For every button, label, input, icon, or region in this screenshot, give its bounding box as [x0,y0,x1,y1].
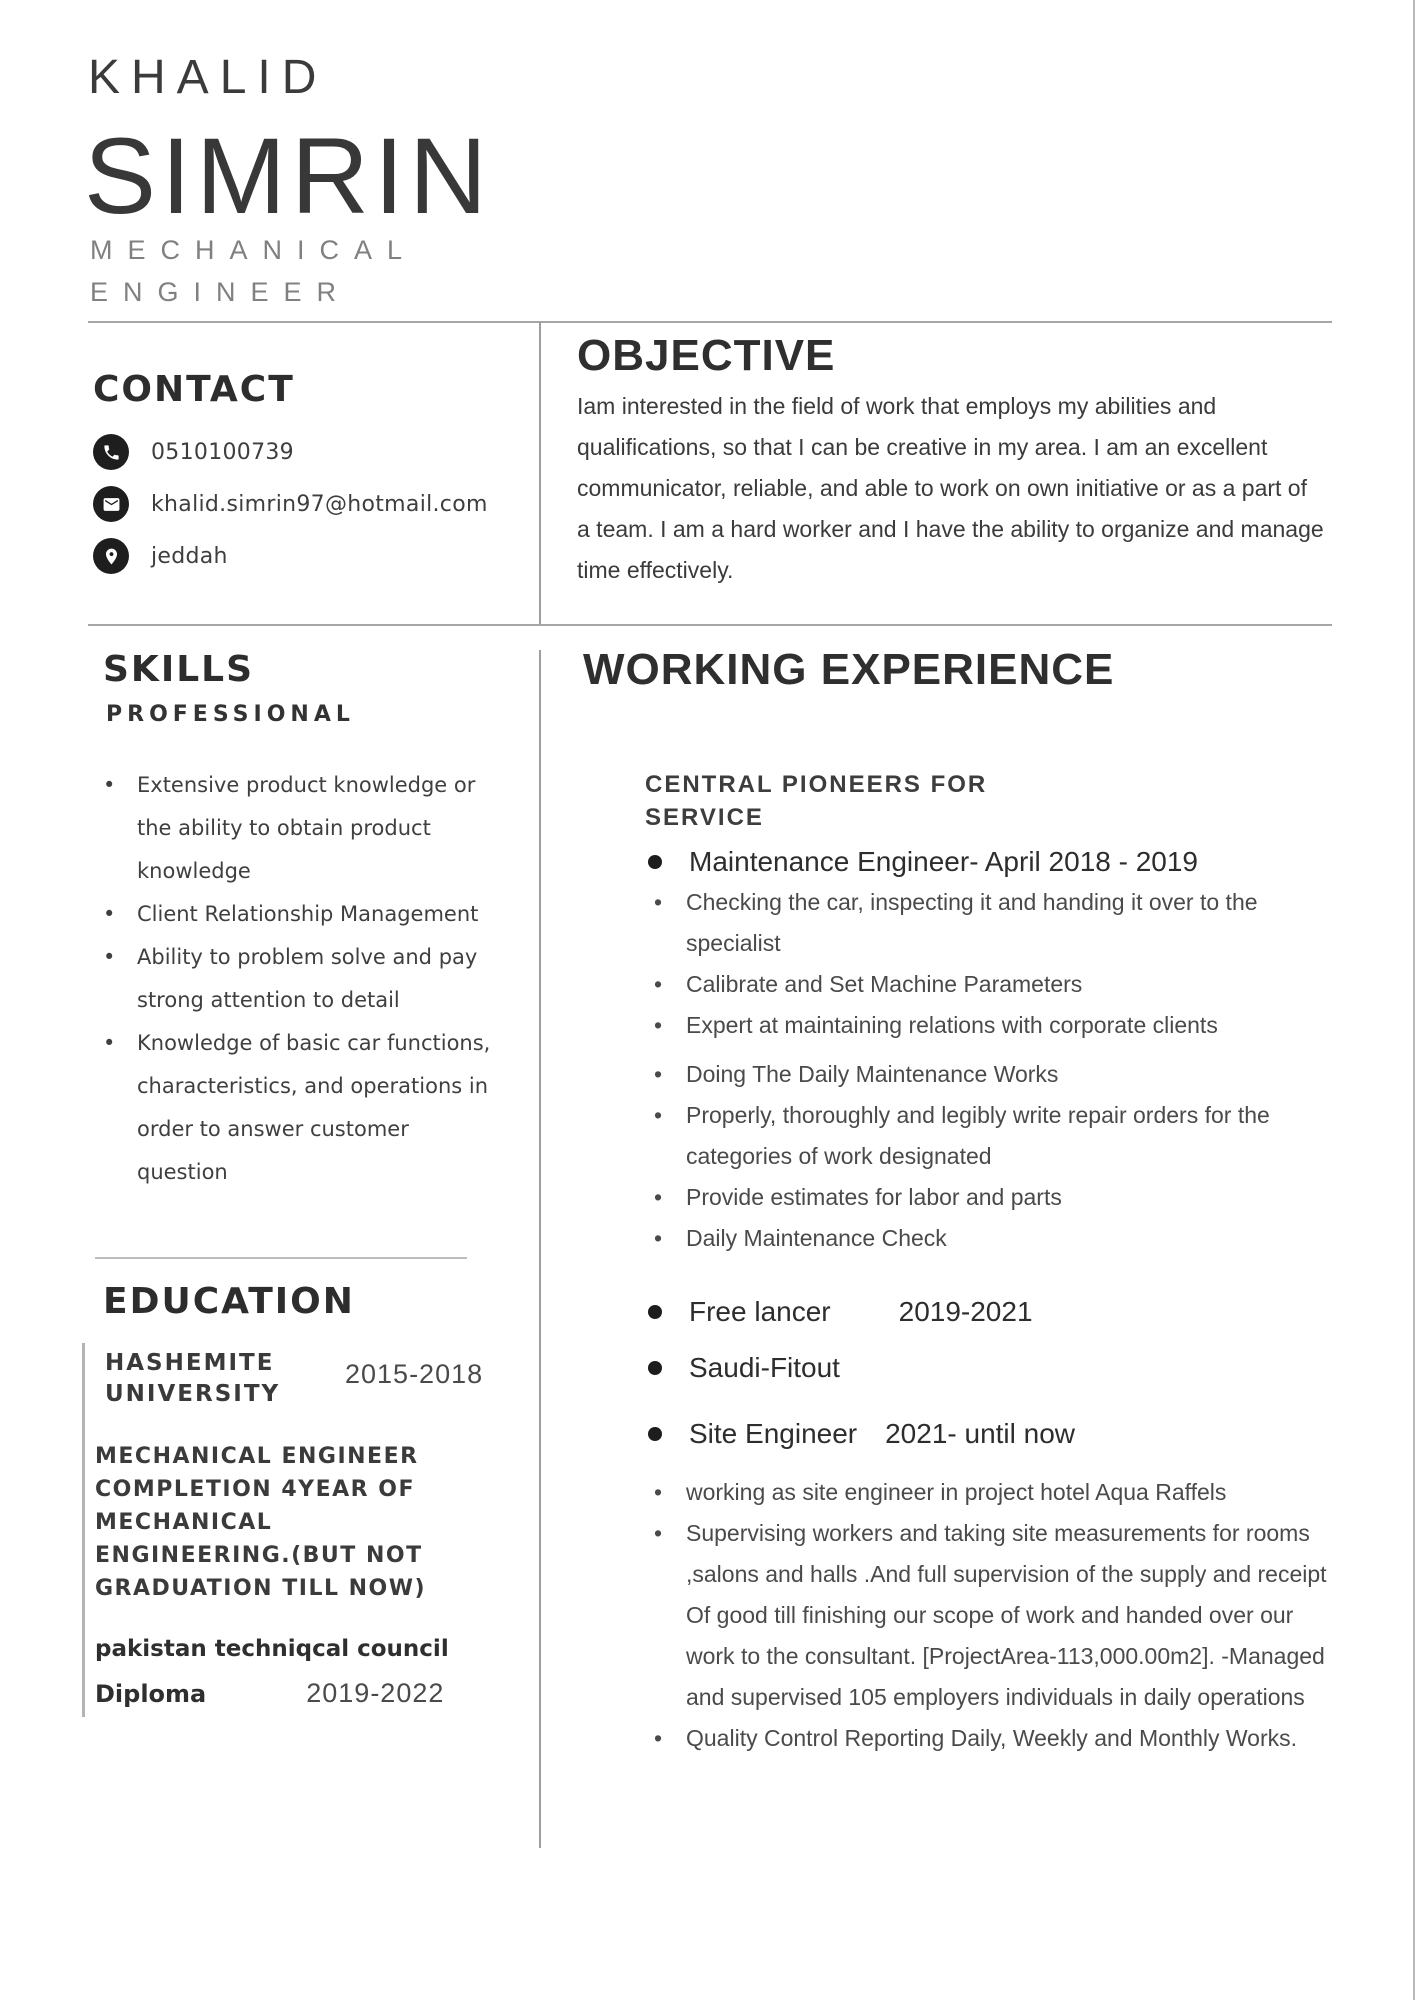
role-site-engineer [648,1418,1075,1450]
job-title-line1: MECHANICAL [90,235,418,265]
email-icon [93,486,129,522]
location-text: jeddah [151,543,228,569]
experience-bullet: • working as site engineer in project hotel Aqua Raffels [650,1472,1341,1513]
column-divider-lower [539,650,541,1848]
experience-bullet: • Calibrate and Set Machine Parameters [650,964,1341,1005]
contact-heading: CONTACT [93,369,295,410]
role-title: Maintenance Engineer- April 2018 - 2019 [689,846,1199,877]
skills-list [97,764,503,1194]
contact-email-row [93,486,488,522]
role-free-lancer [648,1296,1033,1328]
skill-item: • Client Relationship Management [97,893,505,936]
diploma-dates: 2019-2022 [306,1678,445,1708]
skills-heading: SKILLS [103,649,255,690]
education-heading: EDUCATION [103,1281,355,1322]
diploma-label: Diploma [95,1680,207,1708]
column-divider-upper [539,322,541,624]
experience-bullet: • Provide estimates for labor and parts [650,1177,1341,1218]
skill-item: • Knowledge of basic car functions, characteristics, and operations in order to answer customer question [97,1022,505,1194]
education-left-border [82,1343,85,1717]
experience-bullet: • Daily Maintenance Check [650,1218,1341,1259]
bullet-dot-icon [648,855,662,869]
skills-subheading: PROFESSIONAL [106,702,355,727]
council-name: pakistan techniqcal council [95,1636,449,1662]
bullet-dot-icon [648,1361,662,1375]
role-saudi-fitout [648,1352,840,1384]
last-name: SIMRIN [84,115,492,236]
site-engineer-bullets [650,1472,1341,1759]
skills-divider [95,1257,467,1259]
experience-bullet: • Supervising workers and taking site measurements for rooms ,salons and halls .And full supervision of the supply and receipt Of good till finishing our scope of work and handed over our work to the consultant. [ProjectArea-113,000.00m2]. -Managed and supervised 105 employers individuals in daily operations [650,1513,1341,1718]
education-school-row [105,1348,483,1410]
role-title: Site Engineer [689,1418,858,1449]
experience-bullet: • Properly, thoroughly and legibly write repair orders for the categories of work designated [650,1095,1341,1177]
experience-bullets-group-a [650,882,1341,1046]
skill-item: • Extensive product knowledge or the ability to obtain product knowledge [97,764,505,893]
school-name: HASHEMITE UNIVERSITY [105,1350,281,1407]
first-name: KHALID [88,51,328,104]
contact-phone-row [93,434,294,470]
experience-bullet: • Expert at maintaining relations with corporate clients [650,1005,1341,1046]
role-title: Saudi-Fitout [689,1352,840,1383]
diploma-row [95,1678,444,1709]
phone-icon [93,434,129,470]
location-icon [93,538,129,574]
experience-bullets-group-b [650,1054,1341,1259]
experience-heading: WORKING EXPERIENCE [583,645,1115,694]
company-name: CENTRAL PIONEERS FOR SERVICE [645,771,988,831]
skill-item: • Ability to problem solve and pay strong attention to detail [97,936,505,1022]
degree-text: MECHANICAL ENGINEER COMPLETION 4YEAR OF MECHANICAL ENGINEERING.(BUT NOT GRADUATION TILL NOW) [95,1444,427,1601]
role-dates: 2021- until now [885,1418,1076,1449]
experience-bullet: • Checking the car, inspecting it and handing it over to the specialist [650,882,1341,964]
role-title: Free lancer [689,1296,831,1327]
divider-middle [88,624,1332,626]
contact-location-row [93,538,228,574]
experience-bullet: • Doing The Daily Maintenance Works [650,1054,1341,1095]
email-address: khalid.simrin97@hotmail.com [151,491,488,517]
divider-top [88,321,1332,323]
bullet-dot-icon [648,1305,662,1319]
experience-bullet: • Quality Control Reporting Daily, Weekly and Monthly Works. [650,1718,1341,1759]
bullet-dot-icon [648,1427,662,1441]
objective-heading: OBJECTIVE [577,331,836,380]
phone-number: 0510100739 [151,439,294,465]
role-dates: 2019-2021 [898,1296,1033,1327]
objective-text: Iam interested in the field of work that employs my abilities and qualifications, so that I can be creative in my area. I am an excellent communicator, reliable, and able to work on own initiative or as a part of a team. I am a hard worker and I have the ability to organize and manage time effectively. [577,393,1324,583]
school-dates: 2015-2018 [345,1359,484,1389]
job-title-line2: ENGINEER [90,277,352,307]
role-maintenance-engineer [648,846,1198,878]
